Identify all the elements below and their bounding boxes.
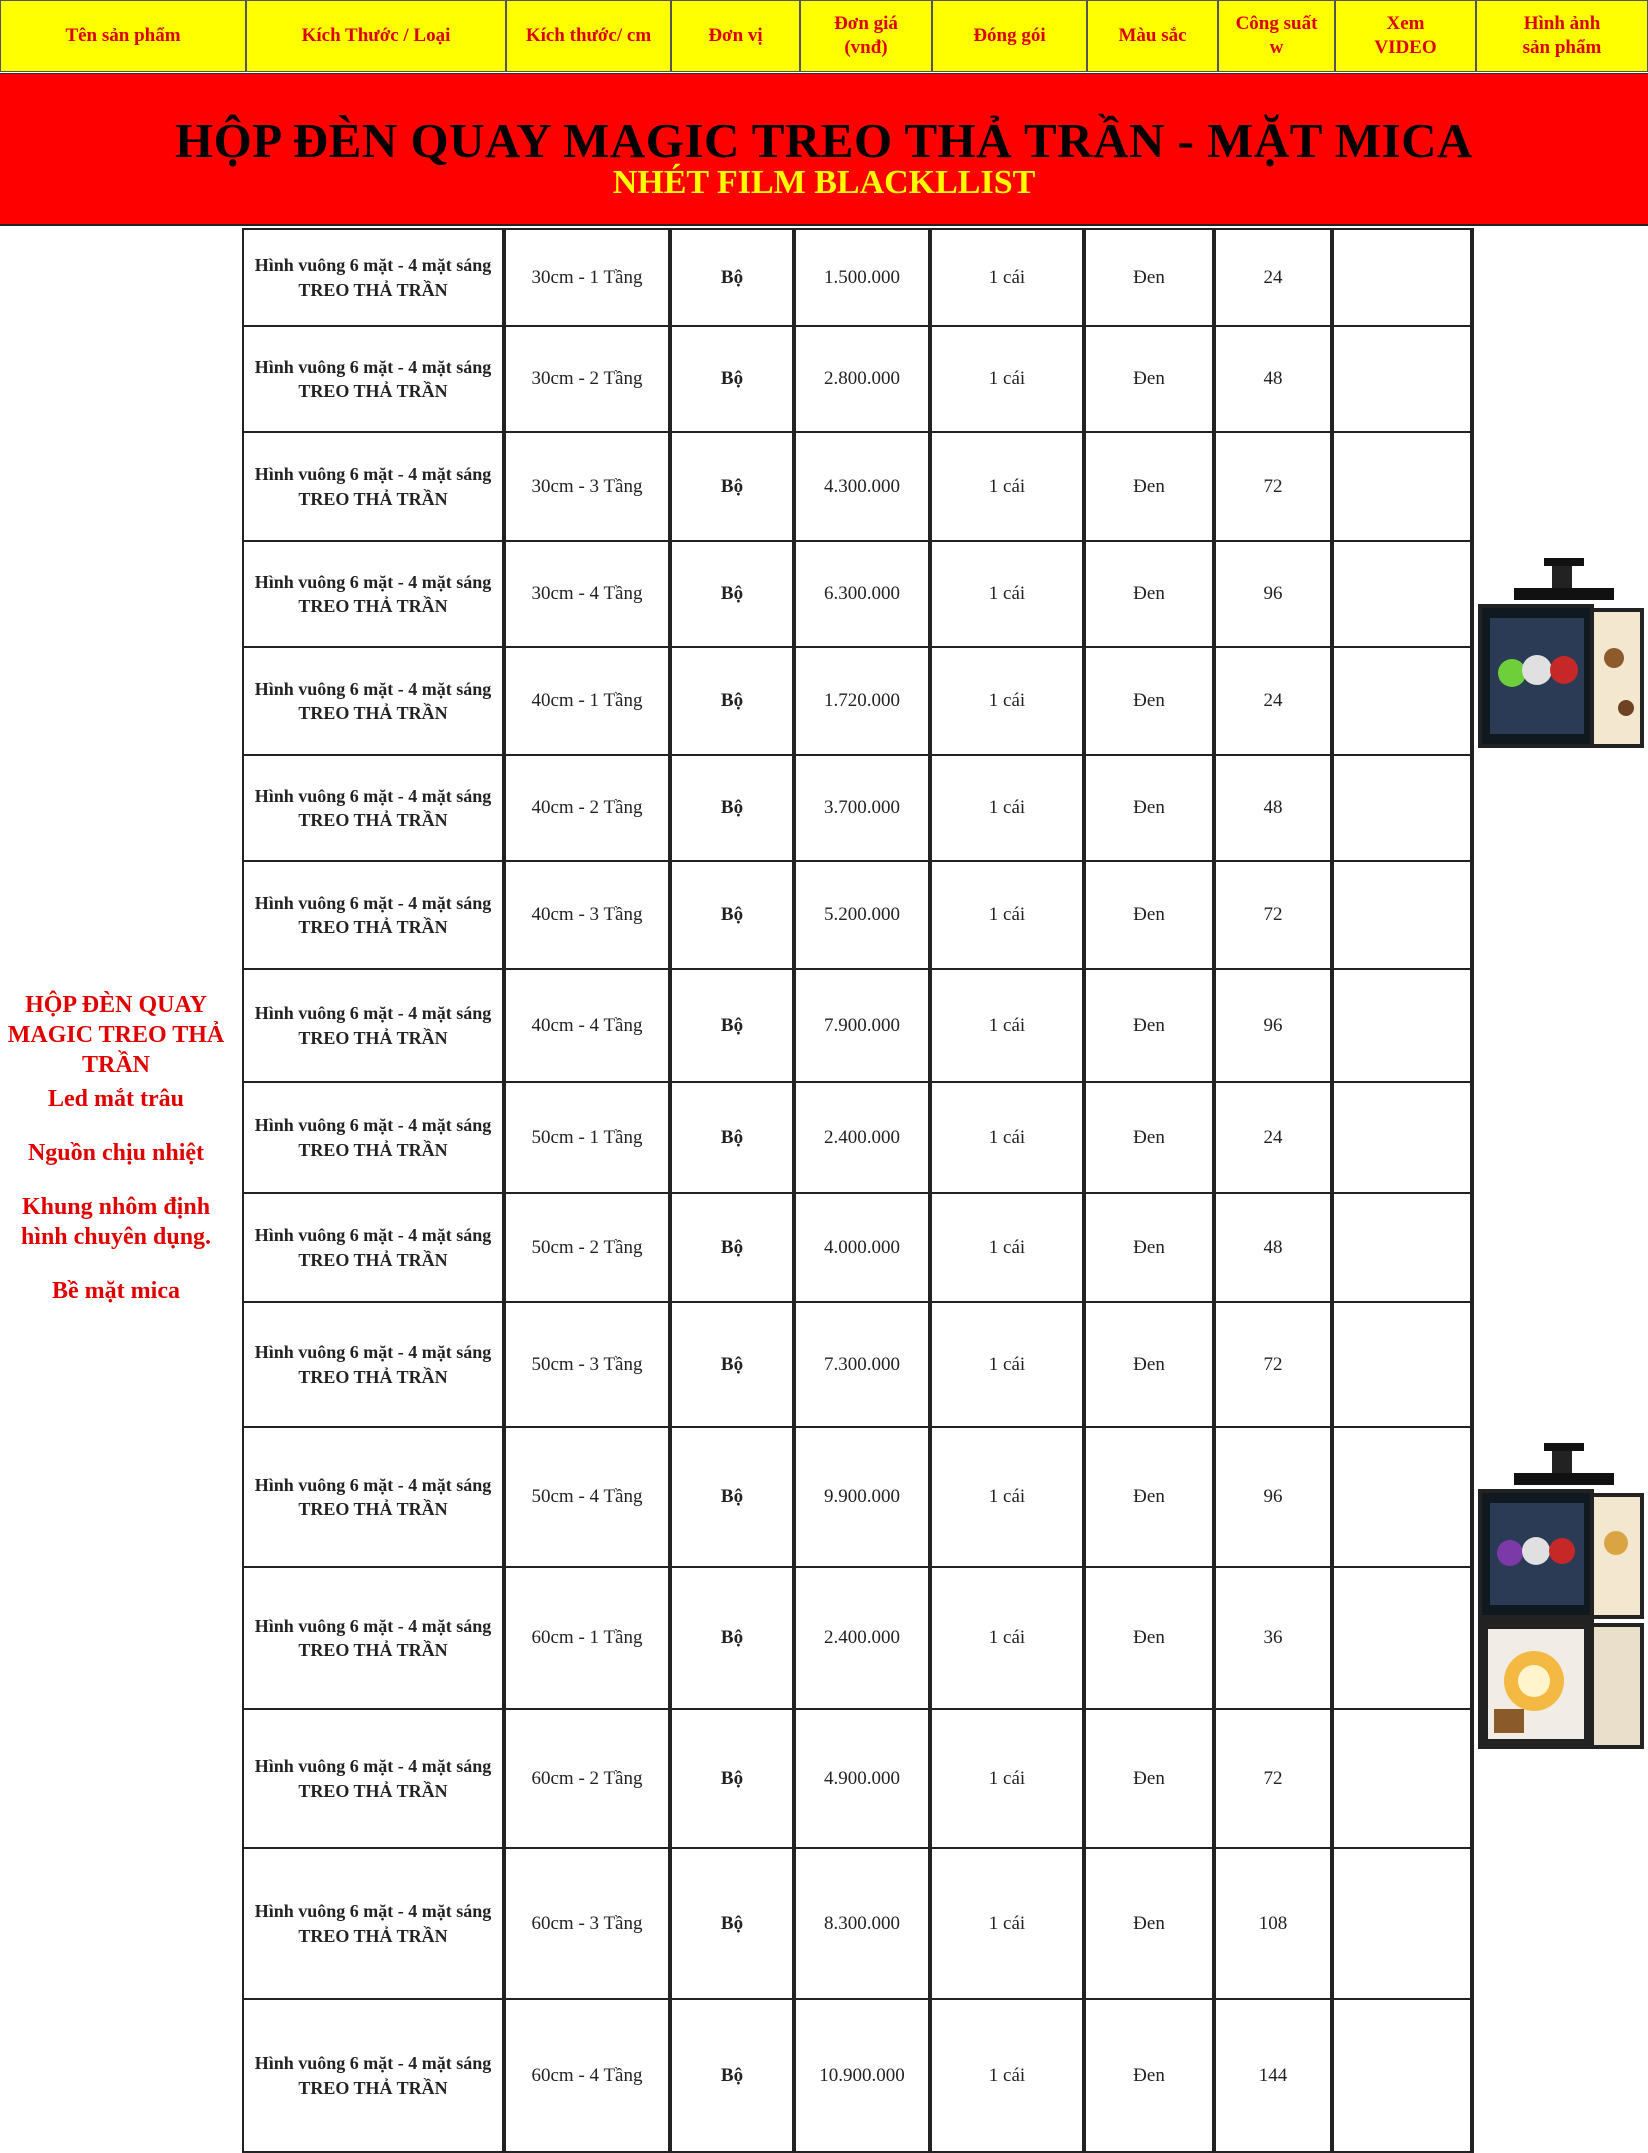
cell-price: 1.500.000 [794,230,930,327]
cell-size: 40cm - 2 Tầng [504,756,670,862]
cell-price: 4.900.000 [794,1710,930,1849]
header-unit: Đơn vị [671,0,800,72]
cell-price: 2.400.000 [794,1568,930,1710]
cell-unit: Bộ [670,327,794,433]
cell-power: 48 [1214,756,1332,862]
table-row [242,648,1472,756]
cell-color: Đen [1084,1849,1214,2000]
cell-packing: 1 cái [930,2000,1084,2153]
cell-power: 144 [1214,2000,1332,2153]
cell-packing: 1 cái [930,433,1084,542]
cell-packing: 1 cái [930,1710,1084,1849]
cell-size: 60cm - 4 Tầng [504,2000,670,2153]
cell-color: Đen [1084,433,1214,542]
cell-power: 48 [1214,327,1332,433]
table-row [242,542,1472,648]
image-cell-upper [1472,228,1648,1083]
cell-packing: 1 cái [930,1194,1084,1303]
cell-packing: 1 cái [930,542,1084,648]
cell-color: Đen [1084,230,1214,327]
cell-packing: 1 cái [930,230,1084,327]
header-power: Công suất w [1218,0,1335,72]
cell-video[interactable] [1332,970,1472,1083]
cell-type: Hình vuông 6 mặt - 4 mặt sáng TREO THẢ TRẦN [242,230,504,327]
table-row [242,1428,1472,1568]
header-unit-price: Đơn giá (vnđ) [800,0,932,72]
cell-power: 108 [1214,1849,1332,2000]
cell-video[interactable] [1332,433,1472,542]
cell-price: 2.400.000 [794,1083,930,1194]
cell-size: 30cm - 1 Tầng [504,230,670,327]
banner-title: HỘP ĐÈN QUAY MAGIC TREO THẢ TRẦN - MẶT MICA [175,113,1473,168]
feature-surface: Bề mặt mica [52,1278,180,1304]
cell-color: Đen [1084,756,1214,862]
cell-power: 96 [1214,970,1332,1083]
cell-power: 36 [1214,1568,1332,1710]
cell-unit: Bộ [670,648,794,756]
cell-color: Đen [1084,2000,1214,2153]
cell-video[interactable] [1332,1303,1472,1428]
cell-power: 72 [1214,862,1332,970]
table-row [242,228,1472,327]
cell-size: 30cm - 3 Tầng [504,433,670,542]
cell-power: 72 [1214,1710,1332,1849]
cell-type: Hình vuông 6 mặt - 4 mặt sáng TREO THẢ TRẦN [242,327,504,433]
cell-packing: 1 cái [930,1303,1084,1428]
product-description [0,990,232,1330]
header-size-cm: Kích thước/ cm [506,0,671,72]
cell-unit: Bộ [670,1568,794,1710]
table-row [242,1568,1472,1710]
cell-packing: 1 cái [930,648,1084,756]
table-row [242,433,1472,542]
cell-price: 7.900.000 [794,970,930,1083]
cell-unit: Bộ [670,542,794,648]
feature-power-supply: Nguồn chịu nhiệt [27,1140,205,1166]
cell-packing: 1 cái [930,862,1084,970]
cell-price: 10.900.000 [794,2000,930,2153]
cell-video[interactable] [1332,1568,1472,1710]
feature-led: Led mắt trâu [48,1086,184,1112]
cell-price: 3.700.000 [794,756,930,862]
cell-power: 96 [1214,1428,1332,1568]
cell-video[interactable] [1332,756,1472,862]
cell-video[interactable] [1332,2000,1472,2153]
cell-unit: Bộ [670,970,794,1083]
section-banner [0,73,1648,226]
cell-unit: Bộ [670,1710,794,1849]
cell-unit: Bộ [670,1194,794,1303]
cell-type: Hình vuông 6 mặt - 4 mặt sáng TREO THẢ TRẦN [242,970,504,1083]
cell-type: Hình vuông 6 mặt - 4 mặt sáng TREO THẢ TRẦN [242,1568,504,1710]
cell-video[interactable] [1332,1849,1472,2000]
cell-type: Hình vuông 6 mặt - 4 mặt sáng TREO THẢ TRẦN [242,1710,504,1849]
cell-video[interactable] [1332,542,1472,648]
cell-price: 9.900.000 [794,1428,930,1568]
cell-unit: Bộ [670,1849,794,2000]
cell-price: 1.720.000 [794,648,930,756]
cell-price: 4.300.000 [794,433,930,542]
cell-power: 24 [1214,1083,1332,1194]
table-row [242,1303,1472,1428]
cell-price: 8.300.000 [794,1849,930,2000]
cell-video[interactable] [1332,1710,1472,1849]
cell-size: 50cm - 3 Tầng [504,1303,670,1428]
table-row [242,1083,1472,1194]
cell-size: 30cm - 4 Tầng [504,542,670,648]
cell-color: Đen [1084,862,1214,970]
cell-unit: Bộ [670,1428,794,1568]
cell-packing: 1 cái [930,1849,1084,2000]
cell-size: 60cm - 3 Tầng [504,1849,670,2000]
header-color: Màu sắc [1087,0,1218,72]
image-cell-lower [1472,1083,1648,2153]
cell-type: Hình vuông 6 mặt - 4 mặt sáng TREO THẢ TRẦN [242,542,504,648]
cell-unit: Bộ [670,756,794,862]
cell-unit: Bộ [670,433,794,542]
cell-video[interactable] [1332,230,1472,327]
cell-packing: 1 cái [930,1568,1084,1710]
cell-price: 2.800.000 [794,327,930,433]
cell-color: Đen [1084,1194,1214,1303]
product-name: HỘP ĐÈN QUAY MAGIC TREO THẢ TRẦN [7,992,225,1078]
cell-color: Đen [1084,1428,1214,1568]
cell-type: Hình vuông 6 mặt - 4 mặt sáng TREO THẢ TRẦN [242,1428,504,1568]
table-row [242,970,1472,1083]
cell-size: 40cm - 4 Tầng [504,970,670,1083]
cell-video[interactable] [1332,648,1472,756]
cell-size: 40cm - 3 Tầng [504,862,670,970]
cell-type: Hình vuông 6 mặt - 4 mặt sáng TREO THẢ TRẦN [242,862,504,970]
rotating-lightbox-photo-1 [1474,558,1646,758]
cell-power: 72 [1214,1303,1332,1428]
cell-size: 30cm - 2 Tầng [504,327,670,433]
cell-type: Hình vuông 6 mặt - 4 mặt sáng TREO THẢ TRẦN [242,433,504,542]
cell-power: 96 [1214,542,1332,648]
cell-color: Đen [1084,1303,1214,1428]
cell-color: Đen [1084,1083,1214,1194]
cell-power: 24 [1214,230,1332,327]
cell-price: 5.200.000 [794,862,930,970]
cell-color: Đen [1084,1568,1214,1710]
cell-type: Hình vuông 6 mặt - 4 mặt sáng TREO THẢ TRẦN [242,1083,504,1194]
header-product-name: Tên sản phẩm [0,0,246,72]
cell-unit: Bộ [670,2000,794,2153]
cell-size: 60cm - 2 Tầng [504,1710,670,1849]
table-row [242,2000,1472,2153]
rotating-lightbox-photo-2 [1474,1443,1646,1783]
cell-packing: 1 cái [930,1428,1084,1568]
cell-unit: Bộ [670,1083,794,1194]
cell-type: Hình vuông 6 mặt - 4 mặt sáng TREO THẢ TRẦN [242,2000,504,2153]
header-product-image: Hình ảnh sản phẩm [1476,0,1648,72]
cell-type: Hình vuông 6 mặt - 4 mặt sáng TREO THẢ TRẦN [242,756,504,862]
table-row [242,1194,1472,1303]
cell-price: 4.000.000 [794,1194,930,1303]
table-row [242,756,1472,862]
cell-video[interactable] [1332,1194,1472,1303]
table-row [242,1710,1472,1849]
cell-type: Hình vuông 6 mặt - 4 mặt sáng TREO THẢ TRẦN [242,1194,504,1303]
cell-color: Đen [1084,542,1214,648]
cell-size: 50cm - 2 Tầng [504,1194,670,1303]
cell-packing: 1 cái [930,970,1084,1083]
header-packing: Đóng gói [932,0,1087,72]
header-size-type: Kích Thước / Loại [246,0,506,72]
cell-type: Hình vuông 6 mặt - 4 mặt sáng TREO THẢ TRẦN [242,1303,504,1428]
cell-power: 48 [1214,1194,1332,1303]
cell-unit: Bộ [670,862,794,970]
cell-size: 40cm - 1 Tầng [504,648,670,756]
cell-power: 72 [1214,433,1332,542]
feature-frame: Khung nhôm định hình chuyên dụng. [20,1194,212,1250]
cell-unit: Bộ [670,1303,794,1428]
cell-unit: Bộ [670,230,794,327]
cell-packing: 1 cái [930,1083,1084,1194]
cell-video[interactable] [1332,862,1472,970]
cell-price: 6.300.000 [794,542,930,648]
cell-size: 60cm - 1 Tầng [504,1568,670,1710]
table-row [242,327,1472,433]
header-video: Xem VIDEO [1335,0,1476,72]
cell-power: 24 [1214,648,1332,756]
cell-type: Hình vuông 6 mặt - 4 mặt sáng TREO THẢ TRẦN [242,1849,504,2000]
table-row [242,862,1472,970]
cell-color: Đen [1084,648,1214,756]
cell-color: Đen [1084,327,1214,433]
cell-video[interactable] [1332,1428,1472,1568]
cell-video[interactable] [1332,327,1472,433]
cell-video[interactable] [1332,1083,1472,1194]
cell-color: Đen [1084,1710,1214,1849]
cell-size: 50cm - 1 Tầng [504,1083,670,1194]
cell-size: 50cm - 4 Tầng [504,1428,670,1568]
cell-packing: 1 cái [930,756,1084,862]
cell-color: Đen [1084,970,1214,1083]
table-row [242,1849,1472,2000]
cell-type: Hình vuông 6 mặt - 4 mặt sáng TREO THẢ TRẦN [242,648,504,756]
banner-subtitle: NHÉT FILM BLACKLLIST [612,164,1036,201]
cell-packing: 1 cái [930,327,1084,433]
cell-price: 7.300.000 [794,1303,930,1428]
